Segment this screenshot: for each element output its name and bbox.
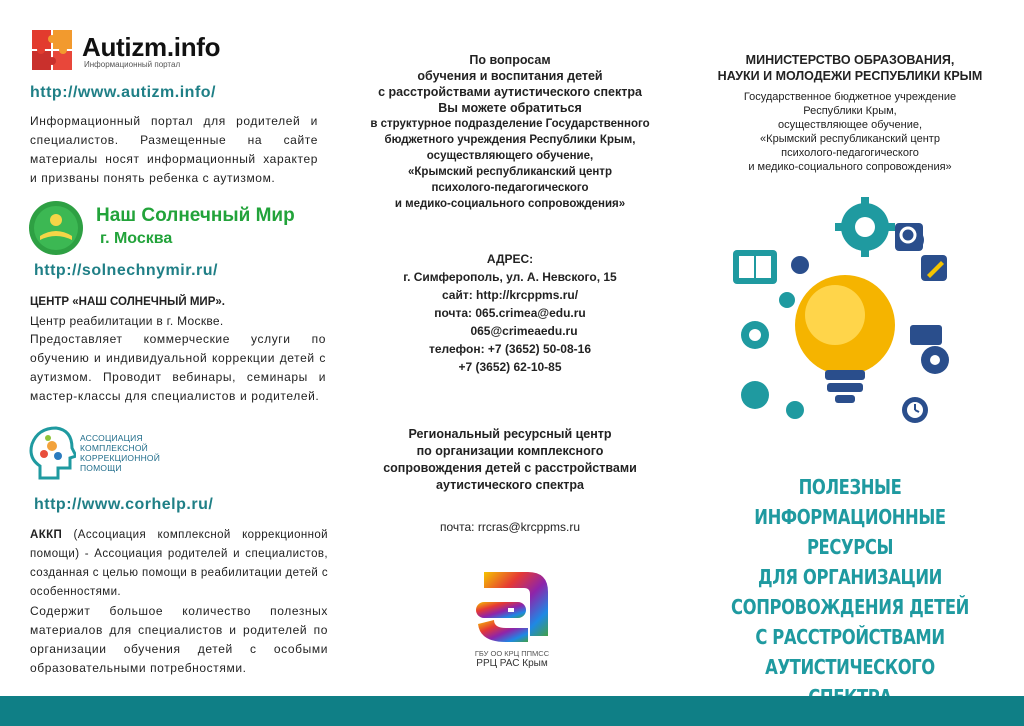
intro-line: По вопросам (469, 53, 551, 67)
corhelp-logo-line: АССОЦИАЦИЯ (80, 433, 143, 443)
intro-line: в структурное подразделение Государственного (370, 118, 650, 130)
institution-line: Государственное бюджетное учреждение (743, 91, 957, 103)
brochure-title (695, 472, 1005, 712)
corhelp-logo-line: КОМПЛЕКСНОЙ (80, 443, 148, 453)
ministry-title: МИНИСТЕРСТВО ОБРАЗОВАНИЯ, (745, 53, 955, 67)
address-block (355, 250, 665, 376)
rrc-logo-line2: РРЦ РАС Крым (476, 658, 548, 669)
intro-line: бюджетного учреждения Республики Крым, (384, 134, 636, 146)
corhelp-logo-line: ПОМОЩИ (80, 463, 122, 473)
corhelp-logo-text (80, 433, 160, 473)
solnechny-description: Предоставляет коммерческие услуги по обучению и индивидуальной коррекции детей с аутизмом. Проводит вебинары, семинары и мастер-классы для специалистов и родителей. (30, 332, 326, 403)
phone-line: телефон: +7 (3652) 50-08-16 (428, 342, 591, 356)
institution-line: психолого-педагогического (781, 147, 919, 159)
corhelp-text1: (Ассоциация комплексной коррекционной помощи) - Ассоциация родителей и специалистов, созданная с целью помощи в реабилитации детей с особенностями. (30, 529, 328, 598)
solnechny-url[interactable]: http://solnechnymir.ru/ (34, 262, 218, 279)
rrc-line: по организации комплексного (416, 444, 604, 458)
email-link[interactable]: почта: 065.crimea@edu.ru (434, 306, 586, 320)
address-line: г. Симферополь, ул. А. Невского, 15 (403, 270, 617, 284)
institution-line: Республики Крым, (803, 105, 897, 117)
autizm-description: Информационный портал для родителей и специалистов. Размещенные на сайте материалы носят информационный характер и призваны понять ребенка с аутизмом. (30, 114, 318, 185)
title-line: С РАССТРОЙСТВАМИ (755, 625, 945, 649)
ministry-header (695, 52, 1005, 174)
intro-line: психолого-педагогического (431, 182, 589, 194)
ministry-title: НАУКИ И МОЛОДЕЖИ РЕСПУБЛИКИ КРЫМ (717, 69, 983, 83)
site-link[interactable]: сайт: http://krcppms.ru/ (441, 288, 579, 302)
institution-line: «Крымский республиканский центр (760, 133, 940, 145)
title-line: АУТИСТИЧЕСКОГО (765, 655, 935, 679)
sun-world-logo-icon (28, 200, 84, 256)
intro-line: и медико-социального сопровождения» (394, 198, 626, 210)
address-title: АДРЕС: (486, 252, 534, 266)
intro-line: Вы можете обратиться (438, 101, 582, 115)
intro-line: осуществляющего обучение, (426, 150, 594, 162)
rrc-email[interactable]: почта: rrcras@krcppms.ru (439, 520, 581, 534)
autizm-logo (30, 28, 230, 72)
rrc-line: Региональный ресурсный центр (408, 427, 612, 441)
email-link[interactable]: 065@crimeaedu.ru (470, 324, 578, 338)
institution-line: осуществляющее обучение, (777, 119, 923, 131)
corhelp-url[interactable]: http://www.corhelp.ru/ (34, 496, 214, 513)
phone-line: +7 (3652) 62-10-85 (458, 360, 562, 374)
autizm-logo-sub: Информационный портал (84, 60, 181, 69)
sun-world-city: г. Москва (100, 230, 173, 247)
title-line: ИНФОРМАЦИОННЫЕ РЕСУРСЫ (754, 505, 946, 559)
solnechny-line1: Центр реабилитации в г. Москве. (30, 314, 224, 328)
corhelp-logo-line: КОРРЕКЦИОННОЙ (80, 453, 161, 463)
contacts-intro (355, 52, 665, 212)
title-line: ПОЛЕЗНЫЕ (798, 475, 902, 499)
rrc-line: сопровождения детей с расстройствами (383, 461, 637, 475)
gear-icon (835, 197, 895, 257)
intro-line: «Крымский республиканский центр (408, 166, 612, 178)
corhelp-description (30, 526, 328, 602)
rrc-logo-icon (466, 562, 558, 654)
puzzle-icon (30, 28, 74, 72)
corhelp-description-2: Содержит большое количество полезных материалов для специалистов и родителей по организации обучения детей с особыми образовательными потребностями. (30, 604, 328, 675)
corhelp-abbr: АККП (30, 529, 63, 541)
lightbulb-ideas-illustration-icon (725, 195, 975, 445)
intro-line: обучения и воспитания детей (417, 69, 603, 83)
rrc-logo-line1: ГБУ ОО КРЦ ППМСС (474, 649, 550, 658)
solnechny-heading: ЦЕНТР «НАШ СОЛНЕЧНЫЙ МИР». (30, 296, 225, 308)
autizm-url[interactable]: http://www.autizm.info/ (30, 84, 216, 101)
rrc-line: аутистического спектра (436, 478, 584, 492)
intro-line: с расстройствами аутистического спектра (378, 85, 642, 99)
rrc-block (355, 426, 665, 494)
institution-line: и медико-социального сопровождения» (748, 161, 952, 173)
autizm-logo-name: Autizm.info (82, 32, 221, 62)
title-line: СОПРОВОЖДЕНИЯ ДЕТЕЙ (731, 595, 969, 619)
footer-band (0, 696, 1024, 726)
sun-world-name: Наш Солнечный Мир (96, 205, 295, 226)
title-line: ДЛЯ ОРГАНИЗАЦИИ (758, 565, 942, 589)
head-profile-icon (26, 424, 76, 480)
